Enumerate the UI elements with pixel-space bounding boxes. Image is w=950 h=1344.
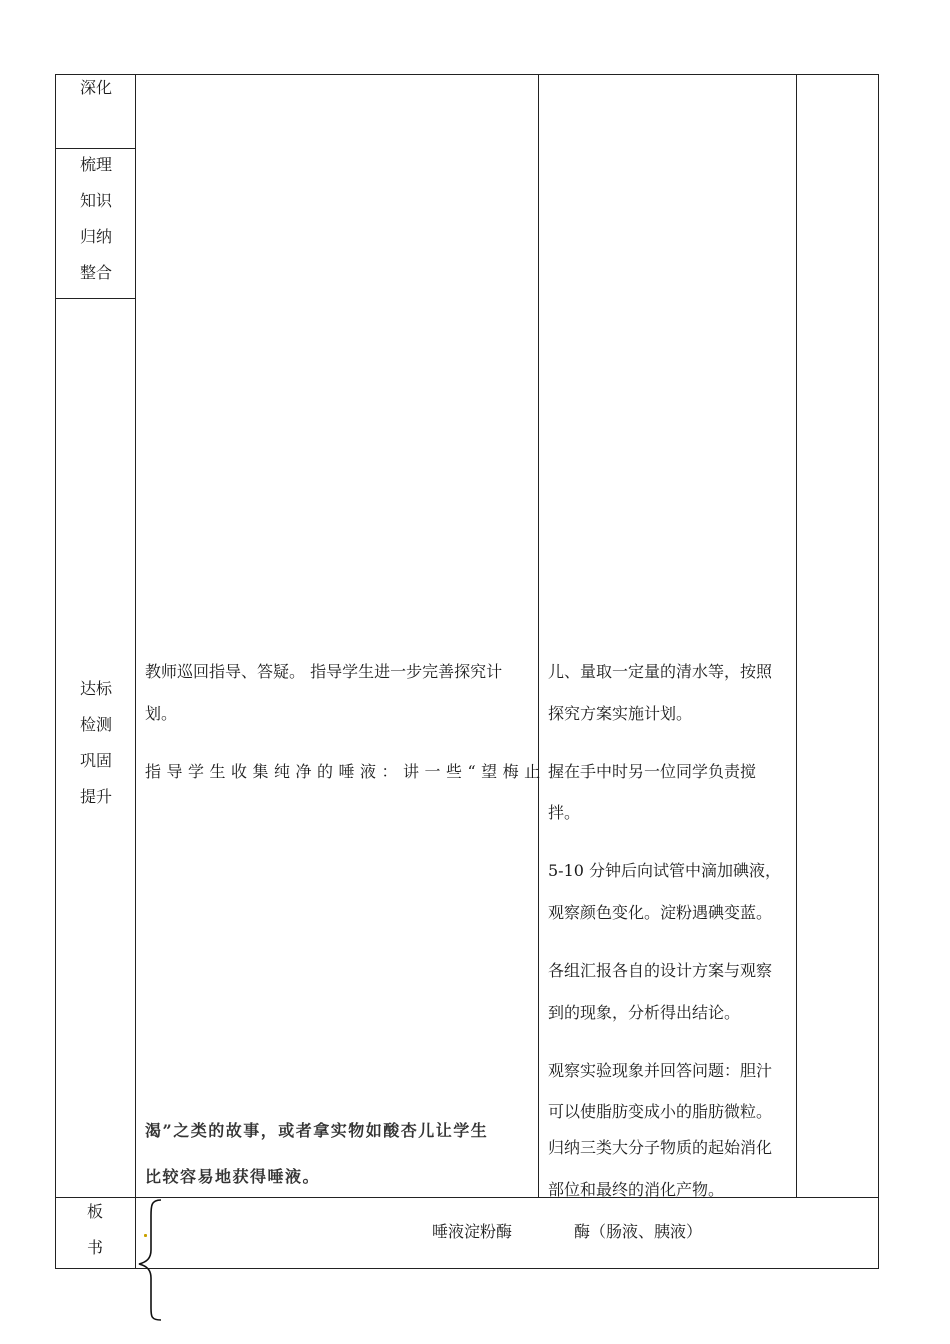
student-text-line: 5-10 分钟后向试管中滴加碘液， (548, 861, 782, 880)
student-text-line: 部位和最终的消化产物。 (548, 1180, 725, 1199)
label-assess-line: 提升 (80, 787, 113, 806)
student-text-line: 拌。 (548, 803, 581, 822)
label-board-line: 书 (87, 1238, 104, 1257)
table-left-border (55, 74, 56, 1269)
student-text-line: 探究方案实施计划。 (548, 704, 693, 723)
student-text-line: 观察颜色变化。淀粉遇碘变蓝。 (548, 903, 773, 922)
student-text-line: 可以使脂肪变成小的脂肪微粒。 (548, 1102, 773, 1121)
label-summarize-line: 梳理 (80, 155, 113, 174)
teacher-column-border (538, 74, 539, 1198)
label-column-border (135, 74, 136, 1269)
table-top-border (55, 74, 879, 75)
board-item-saliva-amylase: 唾液淀粉酶 (432, 1222, 513, 1241)
curly-brace-icon (133, 1196, 173, 1326)
label-board (87, 1202, 103, 1274)
student-text-line: 握在手中时另一位同学负责搅 (548, 762, 757, 781)
table-right-border (878, 74, 879, 1269)
label-summarize-line: 知识 (80, 191, 113, 210)
student-text-line: 观察实验现象并回答问题：胆汁 (548, 1061, 773, 1080)
student-text-line: 儿、量取一定量的清水等，按照 (548, 662, 773, 681)
label-summarize-line: 归纳 (80, 227, 113, 246)
table-bottom-border (55, 1268, 879, 1269)
label-board-line: 板 (87, 1202, 104, 1221)
label-summarize-line: 整合 (80, 263, 113, 282)
teacher-text-line: 划。 (145, 704, 178, 723)
row-divider-1 (55, 148, 136, 149)
board-row-top-border (55, 1197, 879, 1198)
student-text-line: 归纳三类大分子物质的起始消化 (548, 1138, 773, 1157)
teacher-text-line: 教师巡回指导、答疑。 指导学生进一步完善探究计 (145, 662, 503, 681)
label-assess (80, 679, 112, 823)
teacher-text-line: 渴”之类的故事，或者拿实物如酸杏儿让学生 (145, 1121, 489, 1140)
board-item-enzyme: 酶（肠液、胰液） (574, 1222, 703, 1241)
label-deepen: 深化 (80, 78, 113, 97)
label-summarize (80, 155, 112, 299)
label-assess-line: 检测 (80, 715, 113, 734)
label-assess-line: 巩固 (80, 751, 113, 770)
label-assess-line: 达标 (80, 679, 113, 698)
student-text-line: 各组汇报各自的设计方案与观察 (548, 961, 773, 980)
student-text-line: 到的现象，分析得出结论。 (548, 1003, 741, 1022)
teacher-text-line: 指导学生收集纯净的唾液：讲一些“望梅止 (145, 762, 546, 781)
student-column-border (796, 74, 797, 1198)
teacher-text-line: 比较容易地获得唾液。 (145, 1167, 321, 1186)
